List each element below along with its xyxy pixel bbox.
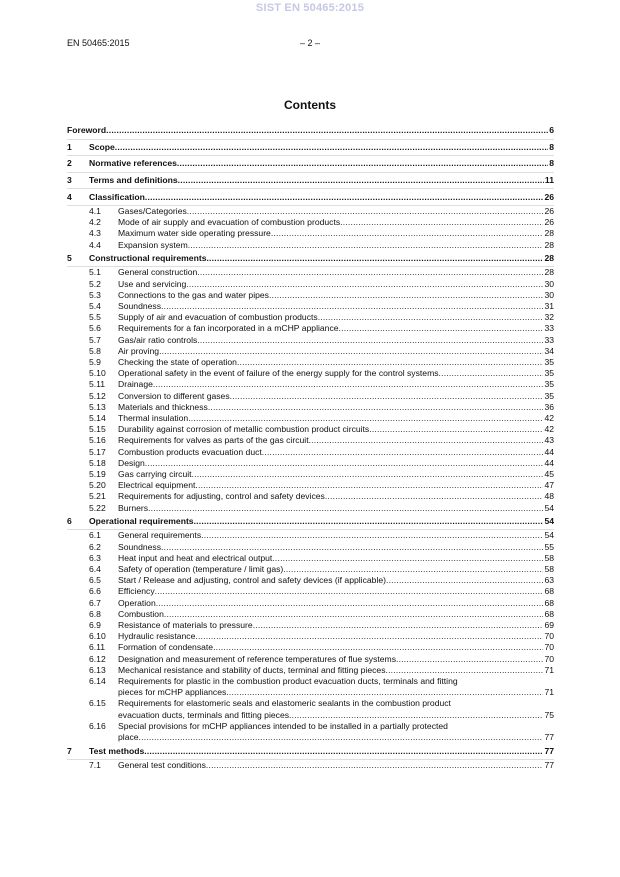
leader-dots — [325, 491, 544, 502]
toc-number: 5.8 — [89, 345, 101, 356]
page-number: – 2 – — [299, 38, 321, 48]
toc-page: 8 — [549, 141, 554, 152]
leader-dots — [206, 253, 543, 264]
toc-entry[interactable] — [67, 217, 554, 228]
toc-number: 5.20 — [89, 480, 106, 491]
toc-entry[interactable] — [67, 279, 554, 290]
leader-dots — [155, 586, 544, 597]
toc-page: 42 — [544, 424, 554, 435]
toc-entry[interactable] — [67, 290, 554, 301]
toc-title: Durability against corrosion of metallic combustion product circuits — [118, 424, 370, 435]
toc-entry[interactable] — [67, 301, 554, 312]
toc-page: 31 — [544, 300, 554, 311]
toc-title: Foreword — [67, 125, 107, 136]
toc-entry[interactable] — [67, 760, 554, 771]
toc-title: Test methods — [89, 745, 145, 756]
toc-entry[interactable] — [67, 391, 554, 402]
toc-entry[interactable] — [67, 379, 554, 390]
toc-title: Operation — [118, 597, 156, 608]
leader-dots — [188, 240, 544, 251]
leader-dots — [197, 267, 543, 278]
toc-title: Electrical equipment — [118, 480, 196, 491]
toc-entry[interactable] — [67, 435, 554, 446]
leader-dots — [208, 402, 544, 413]
leader-dots — [272, 553, 543, 564]
toc-title: Expansion system — [118, 239, 188, 250]
leader-dots — [269, 290, 543, 301]
toc-title: Maximum water side operating pressure — [118, 228, 271, 239]
toc-title: Burners — [118, 502, 149, 513]
leader-dots — [188, 413, 543, 424]
toc-page: 28 — [544, 267, 554, 278]
toc-title-continued: pieces for mCHP appliances — [118, 687, 227, 698]
toc-page: 30 — [544, 278, 554, 289]
leader-dots — [340, 217, 543, 228]
toc-page: 70 — [544, 653, 554, 664]
toc-entry[interactable] — [67, 413, 554, 424]
leader-dots — [386, 665, 544, 676]
toc-title: Start / Release and adjusting, control and safety devices (if applicable) — [118, 575, 386, 586]
leader-dots — [237, 357, 543, 368]
toc-title: Air proving — [118, 345, 160, 356]
toc-number: 5.6 — [89, 323, 101, 334]
toc-title: Mode of air supply and evacuation of combustion products — [118, 217, 341, 228]
toc-entry[interactable] — [67, 564, 554, 575]
leader-dots — [192, 469, 544, 480]
toc-entry[interactable] — [67, 335, 554, 346]
toc-number: 5.1 — [89, 267, 101, 278]
toc-title: General requirements — [118, 530, 202, 541]
toc-number: 5 — [67, 253, 72, 264]
leader-dots — [339, 323, 544, 334]
toc-title: Conversion to different gases — [118, 390, 230, 401]
toc-page: 58 — [544, 564, 554, 575]
toc-title: Combustion products evacuation duct — [118, 446, 262, 457]
page-title: Contents — [284, 98, 336, 112]
toc-number: 5.4 — [89, 300, 101, 311]
toc-title-continued: evacuation ducts, terminals and fitting pieces — [118, 709, 290, 720]
toc-number: 6.14 — [89, 676, 106, 687]
toc-entry[interactable] — [67, 609, 554, 620]
toc-page: 43 — [544, 435, 554, 446]
toc-entry[interactable] — [67, 402, 554, 413]
toc-number: 7.1 — [89, 759, 101, 770]
toc-number: 5.16 — [89, 435, 106, 446]
toc-number: 5.18 — [89, 457, 106, 468]
toc-page: 68 — [544, 608, 554, 619]
toc-page: 28 — [544, 239, 554, 250]
toc-entry[interactable] — [67, 620, 554, 631]
leader-dots — [161, 301, 543, 312]
leader-dots — [386, 575, 543, 586]
table-of-contents — [67, 123, 554, 771]
toc-page: 54 — [544, 516, 554, 527]
toc-number: 6.9 — [89, 620, 101, 631]
toc-number: 5.15 — [89, 424, 106, 435]
toc-title: Safety of operation (temperature / limit gas) — [118, 564, 284, 575]
toc-number: 7 — [67, 745, 72, 756]
toc-title: Normative references — [89, 158, 177, 169]
leader-dots — [201, 530, 543, 541]
toc-entry[interactable] — [67, 156, 554, 173]
toc-entry[interactable] — [67, 267, 554, 278]
toc-title: Constructional requirements — [89, 253, 207, 264]
toc-number: 6 — [67, 516, 72, 527]
leader-dots — [289, 710, 543, 721]
toc-page: 30 — [544, 289, 554, 300]
toc-entry[interactable] — [67, 743, 554, 760]
toc-number: 4.4 — [89, 239, 101, 250]
toc-entry[interactable] — [67, 206, 554, 217]
leader-dots — [318, 312, 544, 323]
toc-number: 5.14 — [89, 413, 106, 424]
toc-number: 6.11 — [89, 642, 106, 653]
toc-number: 6.3 — [89, 552, 101, 563]
toc-number: 6.15 — [89, 698, 106, 709]
leader-dots — [262, 447, 544, 458]
leader-dots — [145, 458, 544, 469]
leader-dots — [145, 192, 544, 203]
toc-title: Thermal insulation — [118, 413, 189, 424]
leader-dots — [186, 279, 543, 290]
toc-entry[interactable] — [67, 140, 554, 157]
leader-dots — [106, 125, 548, 136]
toc-page: 77 — [544, 732, 554, 743]
toc-title: Special provisions for mCHP appliances intended to be installed in a partially protected — [118, 720, 448, 731]
toc-number: 5.13 — [89, 401, 106, 412]
toc-entry[interactable] — [67, 189, 554, 206]
toc-title: Materials and thickness — [118, 401, 208, 412]
toc-number: 2 — [67, 158, 72, 169]
toc-entry[interactable] — [67, 514, 554, 531]
toc-title: Requirements for a fan incorporated in a mCHP appliance — [118, 323, 339, 334]
leader-dots — [156, 598, 544, 609]
toc-page: 28 — [544, 253, 554, 264]
leader-dots — [177, 158, 548, 169]
toc-number: 5.11 — [89, 379, 106, 390]
toc-page: 71 — [544, 687, 554, 698]
toc-number: 5.3 — [89, 289, 101, 300]
toc-page: 28 — [544, 228, 554, 239]
toc-title: Scope — [89, 141, 115, 152]
toc-entry[interactable] — [67, 530, 554, 541]
toc-number: 4.2 — [89, 217, 101, 228]
toc-page: 71 — [544, 664, 554, 675]
toc-number: 5.10 — [89, 368, 106, 379]
leader-dots — [115, 142, 548, 153]
toc-entry[interactable] — [67, 480, 554, 491]
toc-entry[interactable] — [67, 424, 554, 435]
toc-number: 5.5 — [89, 312, 101, 323]
toc-number: 4 — [67, 191, 72, 202]
watermark: SIST EN 50465:2015 — [255, 2, 365, 14]
leader-dots — [195, 631, 543, 642]
toc-page: 33 — [544, 323, 554, 334]
toc-page: 70 — [544, 642, 554, 653]
toc-title-continued: place — [118, 732, 139, 743]
toc-title: Requirements for plastic in the combustion product evacuation ducts, terminals and fitting — [118, 676, 458, 687]
leader-dots — [271, 228, 544, 239]
toc-page: 77 — [544, 759, 554, 770]
toc-entry[interactable] — [67, 323, 554, 334]
toc-page: 44 — [544, 457, 554, 468]
toc-entry[interactable] — [67, 469, 554, 480]
toc-title: Use and servicing — [118, 278, 187, 289]
toc-number: 6.7 — [89, 597, 101, 608]
toc-title: Gas carrying circuit — [118, 469, 192, 480]
toc-title: Terms and definitions — [89, 175, 178, 186]
toc-page: 36 — [544, 401, 554, 412]
toc-entry[interactable] — [67, 346, 554, 357]
toc-number: 5.17 — [89, 446, 106, 457]
toc-title: Mechanical resistance and stability of ducts, terminal and fitting pieces — [118, 664, 386, 675]
toc-page: 8 — [549, 158, 554, 169]
leader-dots — [144, 746, 543, 757]
toc-title: Operational safety in the event of failure of the energy supply for the control systems — [118, 368, 439, 379]
toc-entry[interactable] — [67, 240, 554, 251]
leader-dots — [148, 503, 543, 514]
leader-dots — [164, 609, 544, 620]
toc-entry[interactable] — [67, 503, 554, 514]
toc-page: 68 — [544, 586, 554, 597]
toc-entry[interactable] — [67, 123, 554, 140]
toc-page: 34 — [544, 345, 554, 356]
toc-title: General construction — [118, 267, 198, 278]
leader-dots — [283, 564, 543, 575]
toc-entry[interactable] — [67, 491, 554, 502]
toc-number: 5.7 — [89, 334, 101, 345]
toc-number: 6.8 — [89, 608, 101, 619]
toc-page: 26 — [544, 217, 554, 228]
leader-dots — [253, 620, 544, 631]
leader-dots — [195, 480, 543, 491]
toc-page: 35 — [544, 390, 554, 401]
toc-title: Resistance of materials to pressure — [118, 620, 253, 631]
toc-page: 58 — [544, 552, 554, 563]
toc-entry[interactable] — [67, 698, 554, 720]
toc-page: 33 — [544, 334, 554, 345]
toc-number: 5.21 — [89, 491, 106, 502]
toc-page: 77 — [544, 745, 554, 756]
toc-number: 1 — [67, 141, 72, 152]
toc-entry[interactable] — [67, 631, 554, 642]
toc-title: Requirements for adjusting, control and safety devices — [118, 491, 325, 502]
leader-dots — [159, 346, 543, 357]
toc-entry[interactable] — [67, 654, 554, 665]
toc-title: Efficiency — [118, 586, 155, 597]
toc-title: Requirements for valves as parts of the gas circuit — [118, 435, 309, 446]
leader-dots — [309, 435, 544, 446]
toc-entry[interactable] — [67, 447, 554, 458]
toc-entry[interactable] — [67, 368, 554, 379]
toc-number: 6.13 — [89, 664, 106, 675]
toc-page: 48 — [544, 491, 554, 502]
toc-number: 4.3 — [89, 228, 101, 239]
toc-entry[interactable] — [67, 553, 554, 564]
leader-dots — [161, 542, 543, 553]
toc-page: 42 — [544, 413, 554, 424]
toc-title: Checking the state of operation — [118, 357, 237, 367]
leader-dots — [194, 516, 544, 527]
leader-dots — [206, 760, 544, 771]
leader-dots — [213, 642, 543, 653]
toc-title: Soundness — [118, 541, 162, 552]
toc-page: 6 — [549, 125, 554, 136]
toc-entry[interactable] — [67, 173, 554, 190]
toc-entry[interactable] — [67, 642, 554, 653]
toc-number: 6.10 — [89, 631, 106, 642]
toc-number: 5.9 — [89, 357, 101, 367]
leader-dots — [153, 379, 544, 390]
leader-dots — [439, 368, 544, 379]
toc-page: 26 — [544, 191, 554, 202]
toc-number: 5.19 — [89, 469, 106, 480]
toc-entry[interactable] — [67, 676, 554, 698]
toc-title: Heat input and heat and electrical output — [118, 552, 273, 563]
toc-entry[interactable] — [67, 458, 554, 469]
toc-page: 45 — [544, 469, 554, 480]
toc-number: 6.16 — [89, 720, 106, 731]
toc-number: 6.4 — [89, 564, 101, 575]
toc-page: 54 — [544, 502, 554, 513]
toc-title: Connections to the gas and water pipes — [118, 289, 269, 300]
toc-title: Gas/air ratio controls — [118, 334, 198, 345]
leader-dots — [139, 732, 544, 743]
toc-page: 35 — [544, 379, 554, 390]
toc-title: Supply of air and evacuation of combustion products — [118, 312, 318, 323]
toc-number: 4.1 — [89, 205, 101, 216]
toc-entry[interactable] — [67, 357, 554, 368]
toc-number: 5.2 — [89, 278, 101, 289]
toc-page: 11 — [544, 175, 554, 186]
toc-entry[interactable] — [67, 721, 554, 743]
leader-dots — [197, 335, 543, 346]
toc-page: 69 — [544, 620, 554, 631]
toc-page: 54 — [544, 530, 554, 541]
toc-title: Combustion — [118, 608, 164, 619]
toc-number: 5.12 — [89, 390, 106, 401]
leader-dots — [187, 206, 544, 217]
toc-title: Drainage — [118, 379, 153, 390]
toc-page: 70 — [544, 631, 554, 642]
toc-entry[interactable] — [67, 228, 554, 239]
toc-title: General test conditions — [118, 759, 206, 770]
document-id: EN 50465:2015 — [67, 38, 130, 48]
toc-number: 6.2 — [89, 541, 101, 552]
toc-page: 68 — [544, 597, 554, 608]
toc-entry[interactable] — [67, 312, 554, 323]
leader-dots — [178, 175, 544, 186]
toc-entry[interactable] — [67, 575, 554, 586]
toc-title: Design — [118, 457, 145, 468]
leader-dots — [226, 687, 543, 698]
toc-entry[interactable] — [67, 665, 554, 676]
toc-number: 6.6 — [89, 586, 101, 597]
toc-entry[interactable] — [67, 598, 554, 609]
toc-number: 5.22 — [89, 502, 106, 513]
toc-page: 32 — [544, 312, 554, 323]
toc-title: Operational requirements — [89, 516, 194, 527]
toc-number: 3 — [67, 175, 72, 186]
toc-title: Hydraulic resistance — [118, 631, 196, 642]
toc-page: 55 — [544, 541, 554, 552]
toc-entry[interactable] — [67, 586, 554, 597]
toc-number: 6.1 — [89, 530, 101, 541]
toc-page: 44 — [544, 446, 554, 457]
toc-page: 63 — [544, 575, 554, 586]
toc-page: 75 — [544, 709, 554, 720]
toc-page: 35 — [544, 368, 554, 379]
toc-entry[interactable] — [67, 542, 554, 553]
toc-title: Soundness — [118, 300, 162, 311]
toc-title: Designation and measurement of reference temperatures of flue systems — [118, 653, 397, 664]
leader-dots — [396, 654, 543, 665]
toc-title: Classification — [89, 191, 145, 202]
toc-page: 47 — [544, 480, 554, 491]
toc-title: Formation of condensate — [118, 642, 214, 653]
toc-number: 6.5 — [89, 575, 101, 586]
toc-entry[interactable] — [67, 251, 554, 268]
toc-title: Requirements for elastomeric seals and elastomeric sealants in the combustion product — [118, 698, 451, 709]
leader-dots — [369, 424, 543, 435]
leader-dots — [230, 391, 544, 402]
toc-number: 6.12 — [89, 653, 106, 664]
toc-page: 26 — [544, 205, 554, 216]
toc-title: Gases/Categories — [118, 205, 187, 216]
toc-page: 35 — [544, 357, 554, 367]
